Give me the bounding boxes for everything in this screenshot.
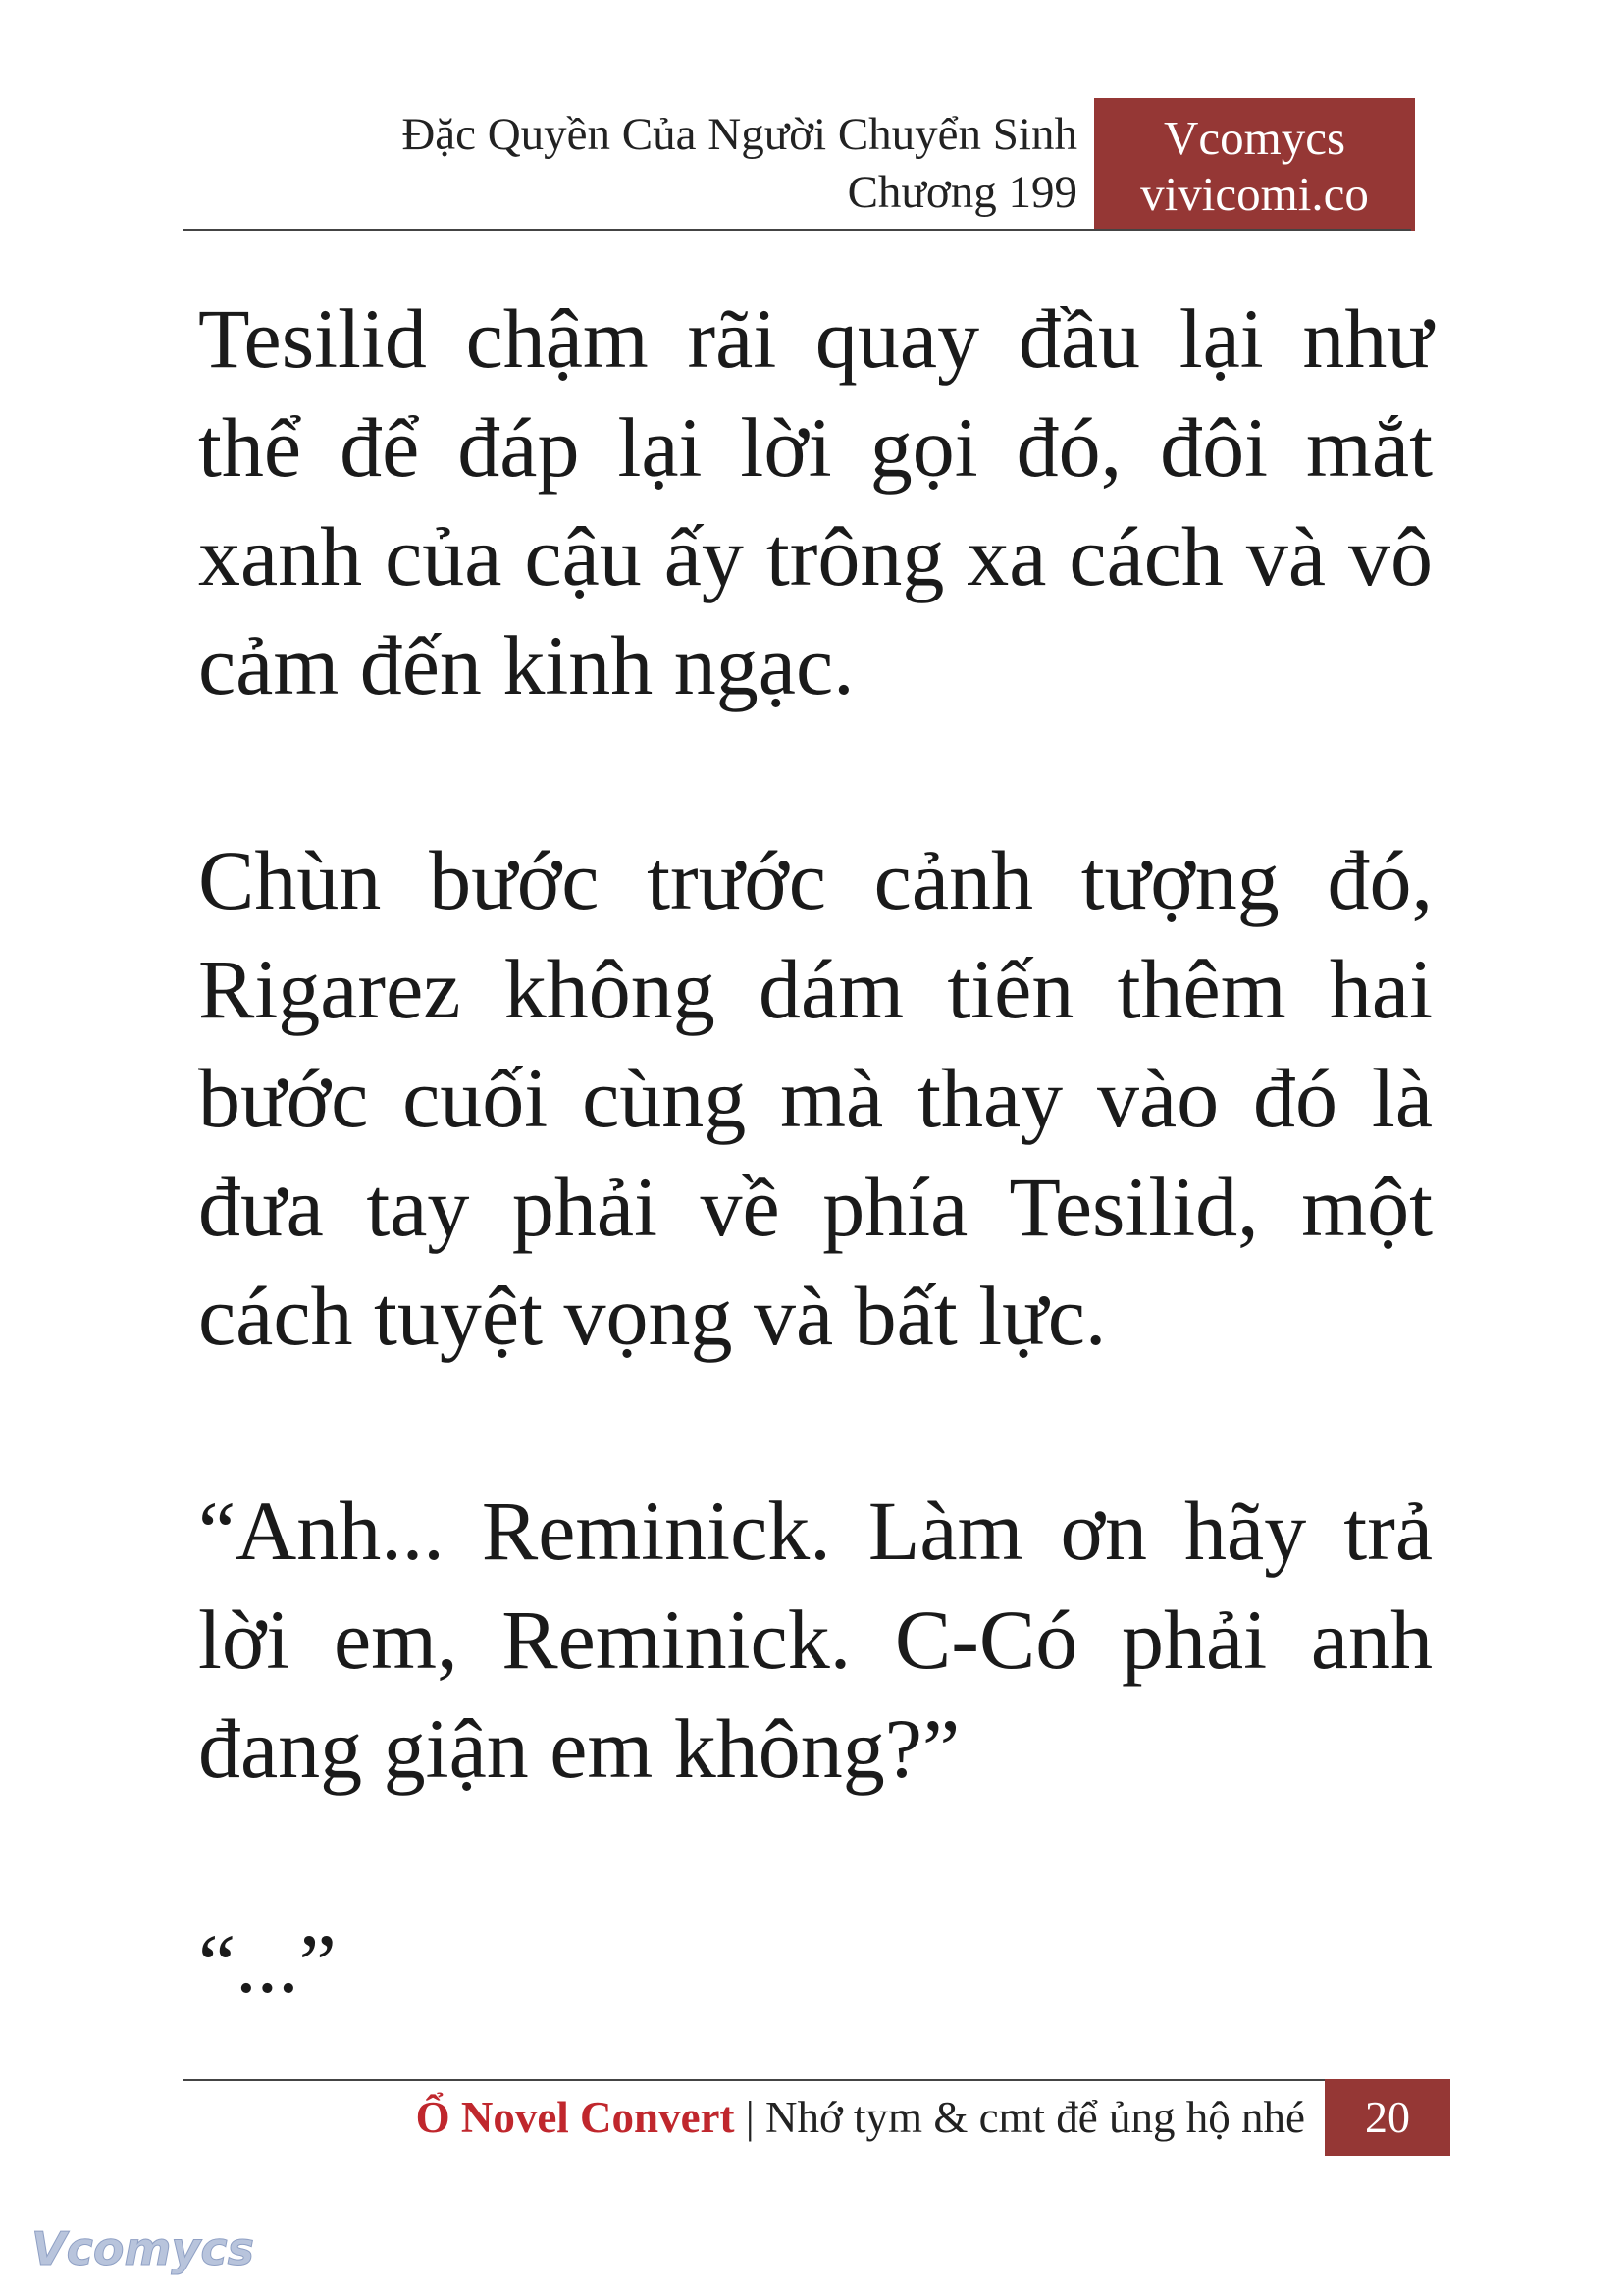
- book-title: Đặc Quyền Của Người Chuyển Sinh: [401, 109, 1077, 160]
- header-divider: [183, 229, 1411, 231]
- chapter-body: [198, 285, 1433, 2018]
- chapter-label: Chương 199: [847, 167, 1077, 218]
- watermark-text: Vcomycs: [31, 2222, 255, 2275]
- footer-brand: Ổ Novel Convert: [415, 2093, 735, 2142]
- footer-message: Nhớ tym & cmt để ủng hộ nhé: [765, 2093, 1305, 2142]
- paragraph: “Anh... Reminick. Làm ơn hãy trả lời em, Reminick. C-Có phải anh đang giận em không?”: [198, 1484, 1433, 1796]
- running-footer: [177, 2088, 1305, 2147]
- brand-site: vivicomi.co: [1140, 167, 1369, 221]
- watermark-logo: [29, 2219, 255, 2278]
- running-header: [177, 106, 1077, 222]
- footer-divider: [183, 2079, 1327, 2081]
- brand-box: [1094, 98, 1415, 231]
- page-number: 20: [1325, 2079, 1450, 2156]
- footer-separator: |: [745, 2093, 755, 2142]
- paragraph: Tesilid chậm rãi quay đầu lại như thể để đáp lại lời gọi đó, đôi mắt xanh của cậu ấy trông xa cách và vô cảm đến kinh ngạc.: [198, 291, 1433, 712]
- paragraph: Chùn bước trước cảnh tượng đó, Rigarez không dám tiến thêm hai bước cuối cùng mà thay vào đó là đưa tay phải về phía Tesilid, một cách tuyệt vọng và bất lực.: [198, 833, 1433, 1363]
- brand-name: Vcomycs: [1163, 111, 1346, 165]
- paragraph: “...”: [198, 1916, 337, 2010]
